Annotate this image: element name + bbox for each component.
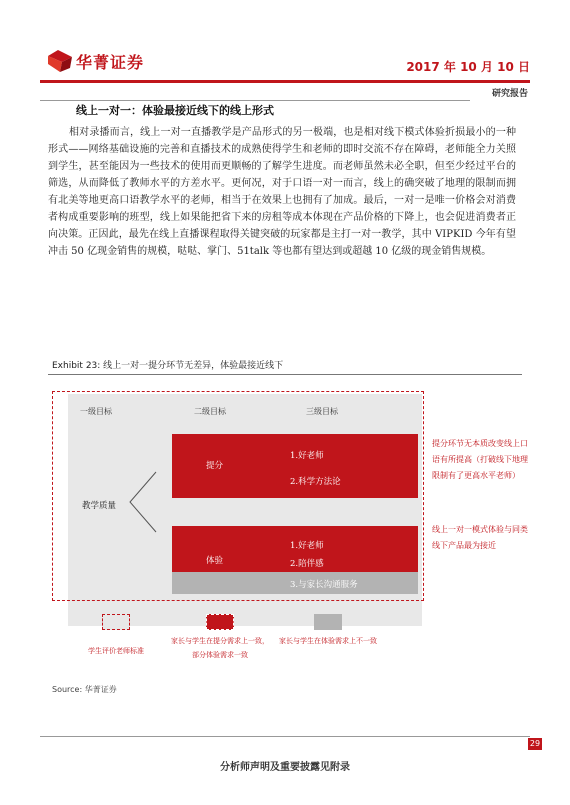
legend-swatch-red xyxy=(206,614,234,630)
level2-label-experience: 体验 xyxy=(206,556,224,566)
footer-disclaimer: 分析师声明及重要披露见附录 xyxy=(220,762,350,773)
body-paragraph: 相对录播而言，线上一对一直播教学是产品形式的另一极端，也是相对线下模式体验折损最小的一种形式——网络基础设施的完善和直播技术的成熟使得学生和老师的即时交流不存在障碍，老师能全力关照到学生，甚至能因为一些技术的使用而更顺畅的了解学生进度。而老师虽然未必全职，但至少经过平台的筛选，从而降低了教师水平的方差水平。更何况，对于口语一对一而言，线上的确突破了地理的限制而拥有北美等地更高口语教学水平的老师，相当于在效果上也拥有了加成。最后，一对一是唯一价格会对消费者构成重要影响的班型，线上如果能把省下来的房租等成本体现在产品价格的下降上，也会促进消费者正向决策。正因此，最先在线上直播课程取得关键突破的玩家都是主打一对一教学，其中 VIPKID 今年有望冲击 50 亿现金销售的规模，哒哒、掌门、51talk 等也都有望达到或超越 10 亿级的现金销售规模。 xyxy=(48,127,516,257)
exhibit-title: Exhibit 23: 线上一对一提分环节无差异，体验最接近线下 xyxy=(52,361,284,371)
side-note-score: 提分环节无本质改变线上口语有所提高（打破线下地理限制有了更高水平老师） xyxy=(432,439,528,480)
bracket-icon xyxy=(126,470,160,534)
page-number: 29 xyxy=(529,739,541,748)
level3-extra-item: 3.与家长沟通服务 xyxy=(290,580,358,590)
col-head-level1: 一级目标 xyxy=(80,407,112,416)
legend-swatch-grey xyxy=(314,614,342,630)
header-subrule xyxy=(40,100,470,101)
exhibit-source: Source: 华菁证券 xyxy=(52,685,117,694)
exhibit-rule xyxy=(48,374,522,375)
header-rule xyxy=(40,80,530,83)
company-logo xyxy=(48,48,178,74)
footer-rule xyxy=(40,736,530,737)
side-note-experience: 线上一对一模式体验与同类线下产品最为接近 xyxy=(432,525,528,550)
level3-item: 1.好老师 xyxy=(290,541,324,551)
legend-label: 学生评价老师标准 xyxy=(88,647,144,655)
level1-label: 教学质量 xyxy=(82,501,117,511)
section-title: 线上一对一：体验最接近线下的线上形式 xyxy=(76,104,274,117)
col-head-level2: 二级目标 xyxy=(194,407,226,416)
level3-item: 1.好老师 xyxy=(290,451,324,461)
level3-item: 2.陪伴感 xyxy=(290,559,324,569)
logo-text: 华菁证券 xyxy=(76,53,145,72)
level2-label-score: 提分 xyxy=(206,461,224,471)
body-text xyxy=(48,124,516,260)
legend-label: 家长与学生在体验需求上不一致 xyxy=(279,637,377,645)
level3-item: 2.科学方法论 xyxy=(290,477,341,487)
report-type: 研究报告 xyxy=(491,89,528,99)
report-date: 2017 年 10 月 10 日 xyxy=(406,60,530,74)
col-head-level3: 三级目标 xyxy=(306,407,338,416)
logo-icon xyxy=(48,48,72,72)
legend-label: 家长与学生在提分需求上一致，部分体验需求一致 xyxy=(171,637,269,659)
legend-swatch-dashed xyxy=(102,614,130,630)
